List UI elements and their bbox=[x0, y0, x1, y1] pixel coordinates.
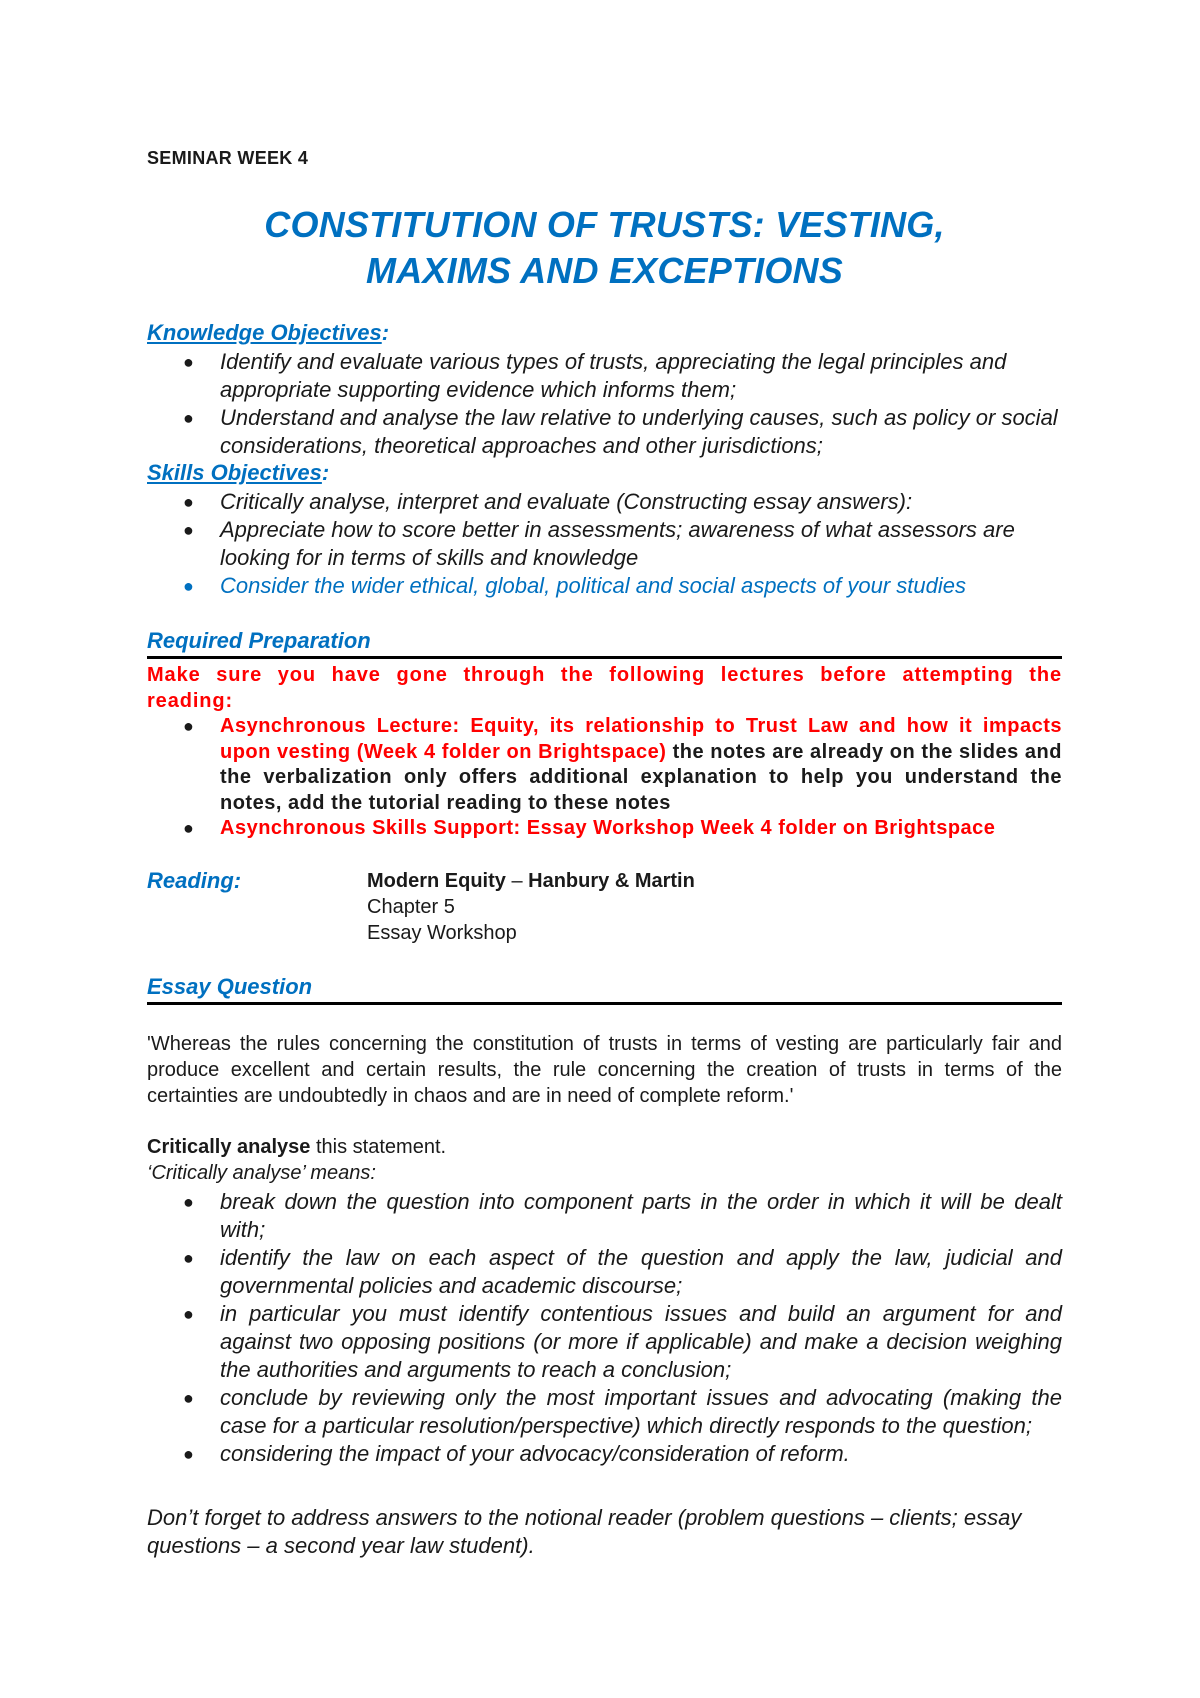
page-title-line-1: CONSTITUTION OF TRUSTS: VESTING, bbox=[264, 204, 945, 245]
list-item: ● Appreciate how to score better in assessments; awareness of what assessors are looking for in terms of skills and knowledge bbox=[183, 517, 1015, 570]
skills-objectives-list bbox=[147, 488, 1062, 600]
list-item: ● conclude by reviewing only the most important issues and advocating (making the case for a particular resolution/perspective) which directly responds to the question; bbox=[183, 1385, 1062, 1438]
list-item: ● in particular you must identify contentious issues and build an argument for and against two opposing positions (or more if applicable) and make a decision weighing the authorities and arguments to reach a conclusion; bbox=[183, 1301, 1062, 1382]
list-item: ● identify the law on each aspect of the question and apply the law, judicial and governmental policies and academic discourse; bbox=[183, 1245, 1062, 1298]
page-title-line-2: MAXIMS AND EXCEPTIONS bbox=[366, 250, 843, 291]
bullet-icon: ● bbox=[183, 1388, 194, 1408]
list-item: ● Critically analyse, interpret and evaluate (Constructing essay answers): bbox=[183, 489, 913, 514]
bullet-icon: ● bbox=[183, 1192, 194, 1212]
list-item: ● considering the impact of your advocacy/consideration of reform. bbox=[183, 1441, 850, 1466]
required-preparation-heading: Required Preparation bbox=[147, 628, 371, 653]
critically-analyse-list bbox=[147, 1188, 1062, 1468]
skills-objectives-heading: Skills Objectives: bbox=[147, 460, 330, 485]
bullet-icon: ● bbox=[183, 492, 194, 512]
list-item: ● Consider the wider ethical, global, political and social aspects of your studies bbox=[183, 573, 966, 598]
bullet-icon: ● bbox=[183, 408, 194, 428]
section-divider bbox=[147, 1002, 1062, 1005]
section-divider bbox=[147, 656, 1062, 659]
bullet-icon: ● bbox=[183, 1444, 194, 1464]
bullet-icon: ● bbox=[183, 716, 195, 736]
critically-analyse-means: ‘Critically analyse’ means: bbox=[147, 1162, 376, 1184]
list-item: ● break down the question into component parts in the order in which it will be dealt with; bbox=[183, 1189, 1062, 1242]
bullet-icon: ● bbox=[183, 576, 194, 596]
list-item: ● Asynchronous Lecture: Equity, its relationship to Trust Law and how it impacts upon vesting (Week 4 folder on Brightspace) the notes are already on the slides and the verbalization only offers additional explanation to help you understand the notes, add the tutorial reading to these notes bbox=[183, 715, 1062, 814]
list-item: ● Asynchronous Skills Support: Essay Workshop Week 4 folder on Brightspace bbox=[147, 816, 1062, 842]
essay-quote: 'Whereas the rules concerning the constitution of trusts in terms of vesting are particularly fair and produce excellent and certain results, the rule concerning the creation of trusts in terms of the certainties are undoubtedly in chaos and are in need of complete reform.' bbox=[147, 1033, 1062, 1107]
reading-extra: Essay Workshop bbox=[367, 922, 517, 944]
reading-details bbox=[367, 868, 695, 946]
preparation-intro: Make sure you have gone through the following lectures before attempting the reading: bbox=[147, 664, 1062, 712]
bullet-icon: ● bbox=[183, 818, 195, 838]
knowledge-objectives-heading: Knowledge Objectives: bbox=[147, 320, 390, 345]
reading-book-line: Modern Equity – Hanbury & Martin bbox=[367, 870, 695, 892]
bullet-icon: ● bbox=[183, 1304, 194, 1324]
seminar-week-label: SEMINAR WEEK 4 bbox=[147, 148, 309, 168]
bullet-icon: ● bbox=[183, 352, 194, 372]
bullet-icon: ● bbox=[183, 520, 194, 540]
closing-note: Don’t forget to address answers to the notional reader (problem questions – clients; essay questions – a second year law student). bbox=[147, 1505, 1022, 1558]
reading-label: Reading: bbox=[147, 868, 242, 893]
essay-instruction: Critically analyse this statement. bbox=[147, 1136, 447, 1158]
reading-chapter: Chapter 5 bbox=[367, 896, 455, 918]
bullet-icon: ● bbox=[183, 1248, 194, 1268]
knowledge-objectives-list bbox=[147, 348, 1062, 460]
list-item: ● Identify and evaluate various types of trusts, appreciating the legal principles and appropriate supporting evidence which informs them; bbox=[183, 349, 1007, 402]
essay-question-heading: Essay Question bbox=[147, 974, 313, 999]
preparation-list bbox=[147, 714, 1062, 842]
list-item: ● Understand and analyse the law relative to underlying causes, such as policy or social considerations, theoretical approaches and other jurisdictions; bbox=[183, 405, 1058, 458]
